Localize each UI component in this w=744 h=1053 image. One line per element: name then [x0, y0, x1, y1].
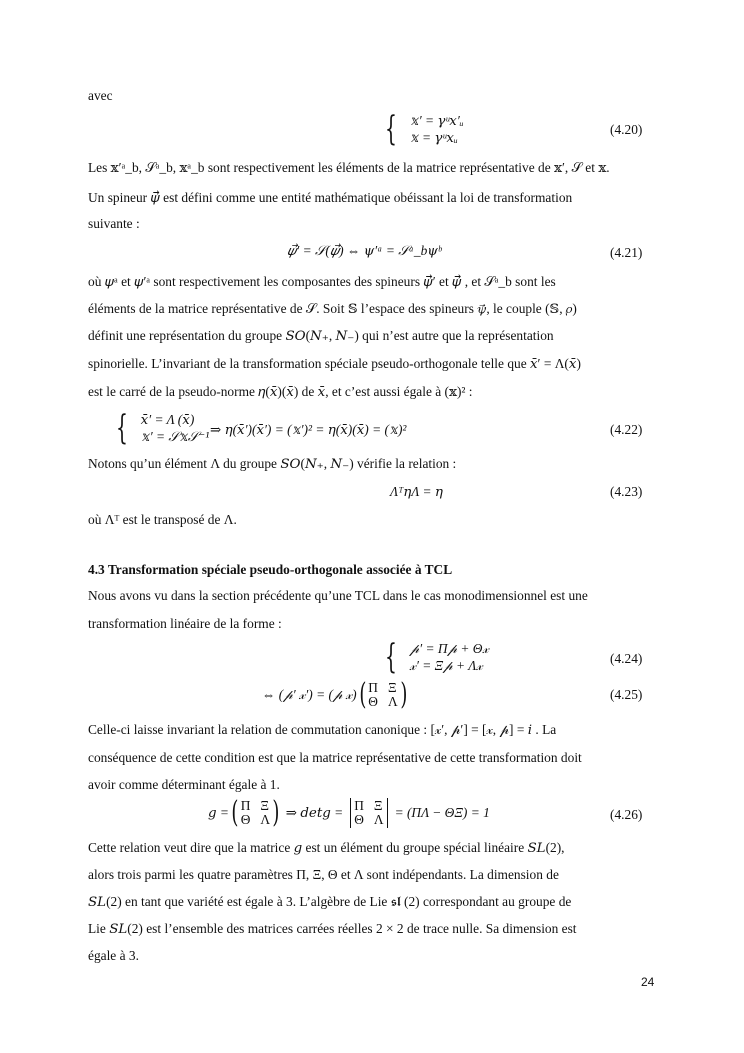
text-line: où Λᵀ est le transposé de Λ.	[88, 512, 237, 527]
text-line: alors trois parmi les quatre paramètres Π, Ξ, Θ et Λ sont indépendants. La dimension de	[88, 867, 559, 882]
eq-line: 𝕩 = 𝛾ᵘ𝑥ᵤ	[409, 130, 458, 145]
determinant	[347, 798, 390, 828]
text-line: égale à 3.	[88, 948, 139, 963]
eq-rhs: = (ΠΛ − ΘΞ) = 1	[394, 805, 490, 820]
text-line: 𝑆𝐿(2) en tant que variété est égale à 3. L’algèbre de Lie 𝖘𝖑 (2) correspondant au groupe de	[88, 894, 572, 909]
matrix-cell: Θ	[240, 812, 251, 827]
matrix-cell: Λ	[260, 812, 271, 827]
text-line: définit une représentation du groupe 𝑆𝑂(𝑁₊, 𝑁₋) qui n’est autre que la représentation	[88, 328, 554, 343]
eq-line: 𝕩′ = 𝒮𝕩𝒮⁻¹	[140, 429, 210, 444]
paren-right-icon: )	[400, 677, 408, 712]
eq-line: 𝓅′ = Π𝓅 + Θ𝓍	[409, 641, 489, 656]
text-line: Notons qu’un élément Λ du groupe 𝑆𝑂(𝑁₊, 𝑁₋) vérifie la relation :	[88, 456, 457, 471]
det-bar-right	[387, 798, 388, 828]
equation-4-20	[385, 109, 464, 149]
matrix-cell: Θ	[354, 812, 364, 827]
eq-line: 𝑥̄′ = Λ (𝑥̄)	[140, 412, 195, 427]
text-line: suivante :	[88, 216, 140, 231]
matrix	[229, 795, 282, 830]
text-line: spinorielle. L’invariant de la transformation spéciale pseudo-orthogonale telle que 𝑥̄′ = Λ(𝑥̄)	[88, 356, 581, 371]
matrix-cell: Ξ	[260, 798, 269, 813]
matrix-cell: Π	[354, 798, 364, 813]
equation-4-26	[208, 795, 490, 830]
equation-number: (4.25)	[610, 687, 643, 702]
section-title: 4.3 Transformation spéciale pseudo-orthogonale associée à TCL	[88, 562, 453, 577]
equation-number: (4.23)	[610, 484, 643, 499]
matrix	[357, 677, 410, 712]
eq-mid: ⇒ 𝑑𝑒𝑡𝑔 =	[285, 805, 344, 820]
equation-4-24	[385, 637, 489, 677]
equation-4-25	[262, 677, 409, 712]
paren-left-icon: (	[358, 677, 366, 712]
text-line: Celle-ci laisse invariant la relation de commutation canonique : [𝓍′, 𝓅′] = [𝓍, 𝓅] = 𝑖 . La	[88, 722, 557, 737]
text-line: est le carré de la pseudo-norme 𝜂(𝑥̄)(𝑥̄) de 𝑥̄, et c’est aussi égale à (𝕩)² :	[88, 384, 473, 399]
eq-line: 𝕩′ = 𝛾ᵘ𝑥′ᵤ	[409, 113, 464, 128]
paren-right-icon: )	[272, 795, 280, 830]
text-span: Un spineur 𝜓⃗ est défini comme une entité mathématique obéissant la loi de transformation	[88, 190, 573, 205]
text-line: éléments de la matrice représentative de 𝒮. Soit 𝕊 l’espace des spineurs 𝜓⃗, le couple (𝕊, 𝜌)	[88, 301, 577, 316]
matrix-cell: Ξ	[373, 798, 383, 813]
matrix-cell: Π	[240, 798, 251, 813]
equation-number: (4.21)	[610, 245, 643, 260]
equation-4-21: 𝜓⃗′ = 𝒮(𝜓⃗) ⇔ 𝜓′ᵃ = 𝒮ᵃ_b𝜓ᵇ	[287, 243, 442, 258]
text-line: conséquence de cette condition est que la matrice représentative de cette transformation doit	[88, 750, 582, 765]
matrix-cell: Λ	[373, 812, 384, 827]
equation-number: (4.22)	[610, 422, 643, 437]
text-line	[88, 190, 656, 206]
text-line: Lie 𝑆𝐿(2) est l’ensemble des matrices carrées réelles 2 × 2 de trace nulle. Sa dimension est	[88, 921, 577, 936]
equation-number: (4.26)	[610, 807, 643, 822]
equation-4-23: Λᵀ𝜂Λ = 𝜂	[390, 484, 443, 499]
equation-4-22	[116, 408, 210, 448]
text-line: avoir comme déterminant égale à 1.	[88, 777, 280, 792]
matrix-cell: Θ	[368, 694, 378, 709]
matrix-cell: Π	[368, 680, 378, 695]
text-line: Nous avons vu dans la section précédente qu’une TCL dans le cas monodimensionnel est une	[88, 588, 588, 603]
equation-number: (4.24)	[610, 651, 643, 666]
text-line: Cette relation veut dire que la matrice 𝑔 est un élément du groupe spécial linéaire 𝑆𝐿(2),	[88, 840, 565, 855]
text-line: transformation linéaire de la forme :	[88, 616, 282, 631]
eq-lhs: 𝑔 =	[208, 805, 229, 820]
text-line: où 𝜓ᵃ et 𝜓′ᵃ sont respectivement les composantes des spineurs 𝜓⃗′ et 𝜓⃗ , et 𝒮ᵃ_b sont les	[88, 274, 556, 289]
equation-rhs: ⇒ 𝜂(𝑥̄′)(𝑥̄′) = (𝕩′)² = 𝜂(𝑥̄)(𝑥̄) = (𝕩)²	[210, 422, 407, 437]
page-number: 24	[641, 975, 655, 989]
brace-icon: {	[385, 637, 397, 677]
equation-number: (4.20)	[610, 122, 643, 137]
brace-icon: {	[116, 408, 128, 448]
eq-line: 𝓍′ = Ξ𝓅 + Λ𝓍	[409, 658, 483, 673]
text-line: Les 𝕩′ᵃ_b, 𝒮ᵃ_b, 𝕩ᵃ_b sont respectivement les éléments de la matrice représentative de 𝕩′, 𝒮 et 𝕩.	[88, 160, 610, 175]
det-bar-left	[350, 798, 351, 828]
eq-lhs: ⇔ (𝓅′ 𝓍′) = (𝓅 𝓍)	[262, 687, 357, 702]
matrix-cell: Ξ	[387, 680, 397, 695]
paren-left-icon: (	[231, 795, 239, 830]
text-line: avec	[88, 88, 113, 103]
brace-icon: {	[385, 109, 397, 149]
matrix-cell: Λ	[387, 694, 398, 709]
